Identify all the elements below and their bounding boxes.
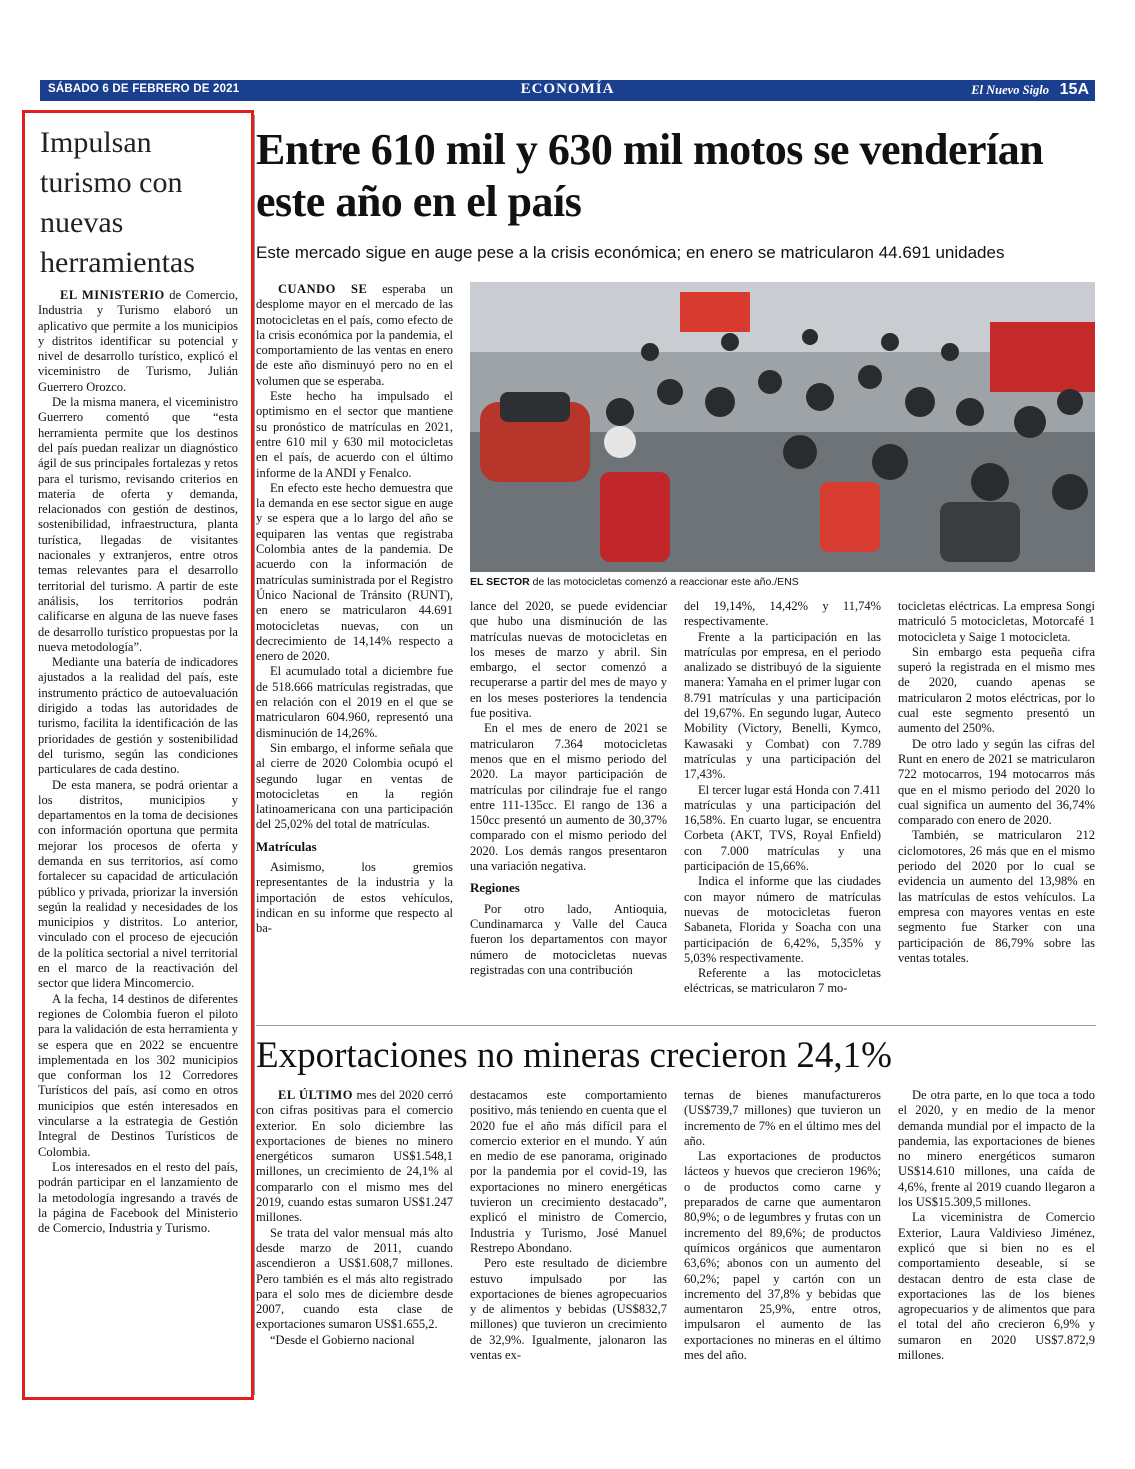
header-section: ECONOMÍA (520, 81, 615, 97)
article1-paragraph: De otro lado y según las cifras del Runt en enero de 2021 se matricularon 722 motocarros, 194 motocarros más que en el mismo periodo del 2020 lo cual significa un aumento del 36,74% comparado con enero de 2020. (898, 736, 1095, 828)
caption-text: de las motocicletas comenzó a reaccionar este año./ENS (529, 576, 799, 588)
sidebar-paragraph: De la misma manera, el viceministro Guerrero comentó que “esta herramienta permite que los destinos del país puedan realizar un diagnóstico ágil de sus principales fortalezas y retos para el turismo, revisando criterios en materia de oferta y demanda, relacionados con gestión de destinos, sostenibilidad, infraestructura, planta turística, llegadas de visitantes nacionales y extranjeros, entre otros temas relevantes para el desarrollo territorial del turismo. A partir de este análisis, los territorios podrán calificarse en alguna de las nueve fases de desarrollo turístico propuestas por la nueva metodología”. (38, 395, 238, 654)
caption-lead: EL SECTOR (470, 576, 530, 588)
article2-column-4 (898, 1088, 1095, 1363)
article2-paragraph: Se trata del valor mensual más alto desde marzo de 2011, cuando ascendieron a US$1.608,7 millones. Pero también es el más alto registrado para el solo mes de diciembre desde 2007, cuando esta clase de exportaciones sumaron US$1.655,2. (256, 1225, 453, 1332)
page-header (40, 80, 1095, 101)
article1-paragraph: El acumulado total a diciembre fue de 518.666 matrículas registradas, que en relación con el 2019 en el que se matricularon 604.960, representó una disminución de 14,26%. (256, 664, 453, 740)
article1-subheading: Regiones (470, 880, 520, 896)
article1-paragraph: Asimismo, los gremios representantes de la industria y la importación de estos vehículos, indican en su informe que respecto al ba- (256, 859, 453, 936)
sidebar-paragraph: De esta manera, se podrá orientar a los distritos, municipios y departamentos en la toma de decisiones con información oportuna que permita mejorar los procesos de oferta y demanda en sus territorios, así como fortalecer su capacidad de articulación público y privada, priorizar la inversión según la realidad y necesidades de los municipios y distritos. Lo anterior, vinculado con el proceso de ejecución de la política sectorial a nivel territorial en el marco de la reactivación del sector que lidera Mincomercio. (38, 777, 238, 991)
article1-paragraph: Referente a las motocicletas eléctricas, se matricularon 7 mo- (684, 966, 881, 996)
article2-column-3 (684, 1088, 881, 1363)
article2-title: Exportaciones no mineras crecieron 24,1% (256, 1035, 892, 1076)
sidebar-paragraph (38, 288, 238, 395)
article1-paragraph: Sin embargo, el informe señala que al cierre de 2020 Colombia ocupó el segundo lugar en ventas de motocicletas en la región latinoamericana con una participación del 25,02% del total de matrículas. (256, 740, 453, 832)
article1-column-4 (898, 599, 1095, 966)
article2-paragraph: “Desde el Gobierno nacional (270, 1332, 415, 1347)
article2-column-2 (470, 1088, 667, 1363)
column-divider (254, 115, 255, 1395)
article1-paragraph: del 19,14%, 14,42% y 11,74% respectivamente. (684, 599, 881, 629)
article1-column-2 (470, 599, 667, 978)
article2-paragraph: destacamos este comportamiento positivo, más teniendo en cuenta que el 2020 fue el año más difícil para el comercio exterior en el mundo. Y aún en medio de ese panorama, originado por la pandemia por el covid-19, las exportaciones no minero energéticas tuvieron un crecimiento destacado”, explicó el ministro de Comercio, Industria y Turismo, José Manuel Restrepo Abondano. (470, 1088, 667, 1255)
header-paper-name: El Nuevo Siglo (971, 83, 1049, 97)
article1-paragraph: Este hecho ha impulsado el optimismo en el sector que mantiene su pronóstico de matrículas en 2021, entre 610 mil y 630 mil motocicletas en el país, de acuerdo con el último informe de la ANDI y Fenalco. (256, 389, 453, 480)
sidebar-paragraph: Los interesados en el resto del país, podrán participar en el lanzamiento de la metodología ingresando a través de la página de Facebook del Ministerio de Comercio, Industria y Turismo. (38, 1159, 238, 1236)
article1-paragraph: Por otro lado, Antioquia, Cundinamarca y Valle del Cauca fueron los departamentos con mayor número de motocicletas nuevas registradas con una contribución (470, 901, 667, 977)
article2-paragraph (256, 1088, 453, 1226)
sidebar-paragraph: Mediante una batería de indicadores ajustados a la realidad del país, este instrumento práctico de autoevaluación dirigido a todas las autoridades de turismo, facilita la identificación de las prioridades de gestión y sostenibilidad del turismo, según las condiciones particulares de cada destino. (38, 655, 238, 777)
article2-paragraph: La viceministra de Comercio Exterior, Laura Valdivieso Jiménez, explicó que si bien no es el comportamiento deseable, sí se destacan dentro de esta clase de exportaciones las de los bienes agropecuarios y de alimentos que para el total del año crecieron 6,9% y sumaron en 2020 US$7.872,9 millones. (898, 1210, 1095, 1363)
article2-paragraph: Pero este resultado de diciembre estuvo impulsado por las exportaciones de bienes agropecuarios y de alimentos y bebidas (US$832,7 millones) que tuvieron un crecimiento de 32,9%. Igualmente, jalonaron las ventas ex- (470, 1256, 667, 1363)
sidebar-title: Impulsan turismo con nuevas herramientas (40, 126, 195, 279)
article1-title: Entre 610 mil y 630 mil motos se venderían este año en el país (256, 125, 1044, 226)
article1-lead: CUANDO SE (278, 282, 368, 296)
header-page-number: 15A (1059, 81, 1089, 98)
photo-caption (470, 576, 1095, 588)
article2-paragraph: Las exportaciones de productos lácteos y huevos que crecieron 196%; o de productos como carne y preparados de carne que aumentaron 80,9%; o de legumbres y frutas con un incremento del 89,6%; de productos químicos orgánicos que aumentaron 63,6%; abonos con un aumento del 60,2%; papel y cartón con un incremento del 37,8% y bebidas que aumentaron 25,9%, entre otros, impulsaron el aumento de las exportaciones no mineras en el último mes del año. (684, 1149, 881, 1363)
article1-paragraph: Indica el informe que las ciudades con mayor número de matrículas nuevas de motocicletas fueron Sabaneta, Florida y Soacha con una participación de 6,42%, 5,35% y 5,03% respectivamente. (684, 874, 881, 965)
article2-lead: EL ÚLTIMO (278, 1088, 353, 1102)
header-date: SÁBADO 6 DE FEBRERO DE 2021 (48, 83, 240, 95)
article-divider (256, 1025, 1096, 1026)
article1-paragraph: tocicletas eléctricas. La empresa Songi matriculó 5 motocicletas, Motorcafé 1 motocicleta y Saige 1 motocicleta. (898, 599, 1095, 644)
article2-paragraph: ternas de bienes manufactureros (US$739,7 millones) que tuvieron un incremento de 7% en el último mes del año. (684, 1088, 881, 1148)
article1-subheading: Matrículas (256, 838, 317, 854)
article1-column-1 (256, 282, 453, 936)
article1-paragraph: En el mes de enero de 2021 se matricularon 7.364 motocicletas menos que en el mismo periodo del 2020. La mayor participación de matrículas por cilindraje fue el rango entre 111-135cc. El rango de 136 a 150cc presentó un aumento de 30,37% comparado con el mismo periodo del 2020. Los demás rangos presentaron una variación negativa. (470, 721, 667, 874)
motorcycles-photo (470, 282, 1095, 572)
article1-paragraph: El tercer lugar está Honda con 7.411 matrículas y una participación del 16,58%. En cuarto lugar, se encuentra Corbeta (AKT, TVS, Royal Enfield) con 7.000 matrículas y una participación de 15,66%. (684, 782, 881, 874)
article1-column-3 (684, 599, 881, 997)
sidebar-paragraph: A la fecha, 14 destinos de diferentes regiones de Colombia fueron el piloto para la validación de esta herramienta y se espera que en 2022 se encuentre implementada en los 302 municipios que conforman los 12 Corredores Turísticos del país, así como en otros municipios que estén interesados en vincularse a la estrategia de Gestión Integral de Destinos Turísticos de Colombia. (38, 991, 238, 1159)
article2-text: mes del 2020 cerró con cifras positivas para el comercio exterior. En solo diciembre las exportaciones de bienes no minero energéticos sumaron US$1.548,1 millones, un crecimiento de 24,1% al compararlo con el mismo mes del 2019, cuando estas sumaron US$1.247 millones. (256, 1088, 454, 1225)
sidebar-text: de Comercio, Industria y Turismo elaboró un aplicativo que permite a los municipios y distritos identificar su potencial y nivel de desarrollo turístico, explicó el viceministro de Turismo, Julián Guerrero Orozco. (38, 288, 238, 394)
photo-illustration (470, 282, 1095, 572)
article1-paragraph (256, 282, 453, 389)
article1-text: esperaba un desplome mayor en el mercado de las motocicletas en el país, como efecto de la crisis económica por la pandemia, el comportamiento de las ventas en enero de este año disminuyó pero no en el volumen que se esperaba. (256, 282, 453, 388)
article1-paragraph: En efecto este hecho demuestra que la demanda en ese sector sigue en auge y se espera que a lo largo del año se equiparen las ventas que registraba Colombia antes de la pandemia. De acuerdo con la información de matrículas suministrada por el Registro Único Nacional de Tránsito (RUNT), en enero se matricularon 44.691 motocicletas nuevas, con un decrecimiento de 14,14% respecto a enero de 2020. (256, 480, 453, 664)
article1-subtitle: Este mercado sigue en auge pese a la crisis económica; en enero se matricularon 44.691 unidades (256, 243, 1005, 262)
article2-column-1 (256, 1088, 453, 1348)
article1-paragraph: Frente a la participación en las matrículas por empresa, en el periodo analizado se distribuyó de la siguiente manera: Yamaha en el primer lugar con 8.791 matrículas y una participación del 19,67%. En segundo lugar, Auteco Mobility (Victory, Benelli, Kymco, Kawasaki y Combat) con 7.789 matrículas y una participación del 17,43%. (684, 629, 881, 782)
sidebar-body (38, 288, 238, 1236)
article1-paragraph: Sin embargo esta pequeña cifra superó la registrada en el mismo mes de 2020, cuando apenas se matricularon 2 motos eléctricas, por lo cual este segmento presentó un aumento del 250%. (898, 644, 1095, 736)
sidebar-lead: EL MINISTERIO (60, 288, 165, 302)
article1-paragraph: También, se matricularon 212 ciclomotores, 26 más que en el mismo periodo del 2020 por lo cual se evidencia un aumento del 13,98% en las matrículas de estos vehículos. La empresa con mayores ventas en este segmento fue Starker con una participación de 86,79% sobre las ventas totales. (898, 828, 1095, 965)
article1-paragraph: lance del 2020, se puede evidenciar que hubo una disminución de las matrículas nuevas de motocicletas en los meses de marzo y abril. Sin embargo, el sector comenzó a recuperarse a partir del mes de mayo y en los meses posteriores la tendencia fue positiva. (470, 599, 667, 721)
article2-paragraph: De otra parte, en lo que toca a todo el 2020, y en medio de la menor demanda mundial por el impacto de la pandemia, las exportaciones de bienes no minero energéticos sumaron US$14.610 millones, una caída de 4,6%, frente al 2019 cuando llegaron a los US$15.309,5 millones. (898, 1088, 1095, 1210)
